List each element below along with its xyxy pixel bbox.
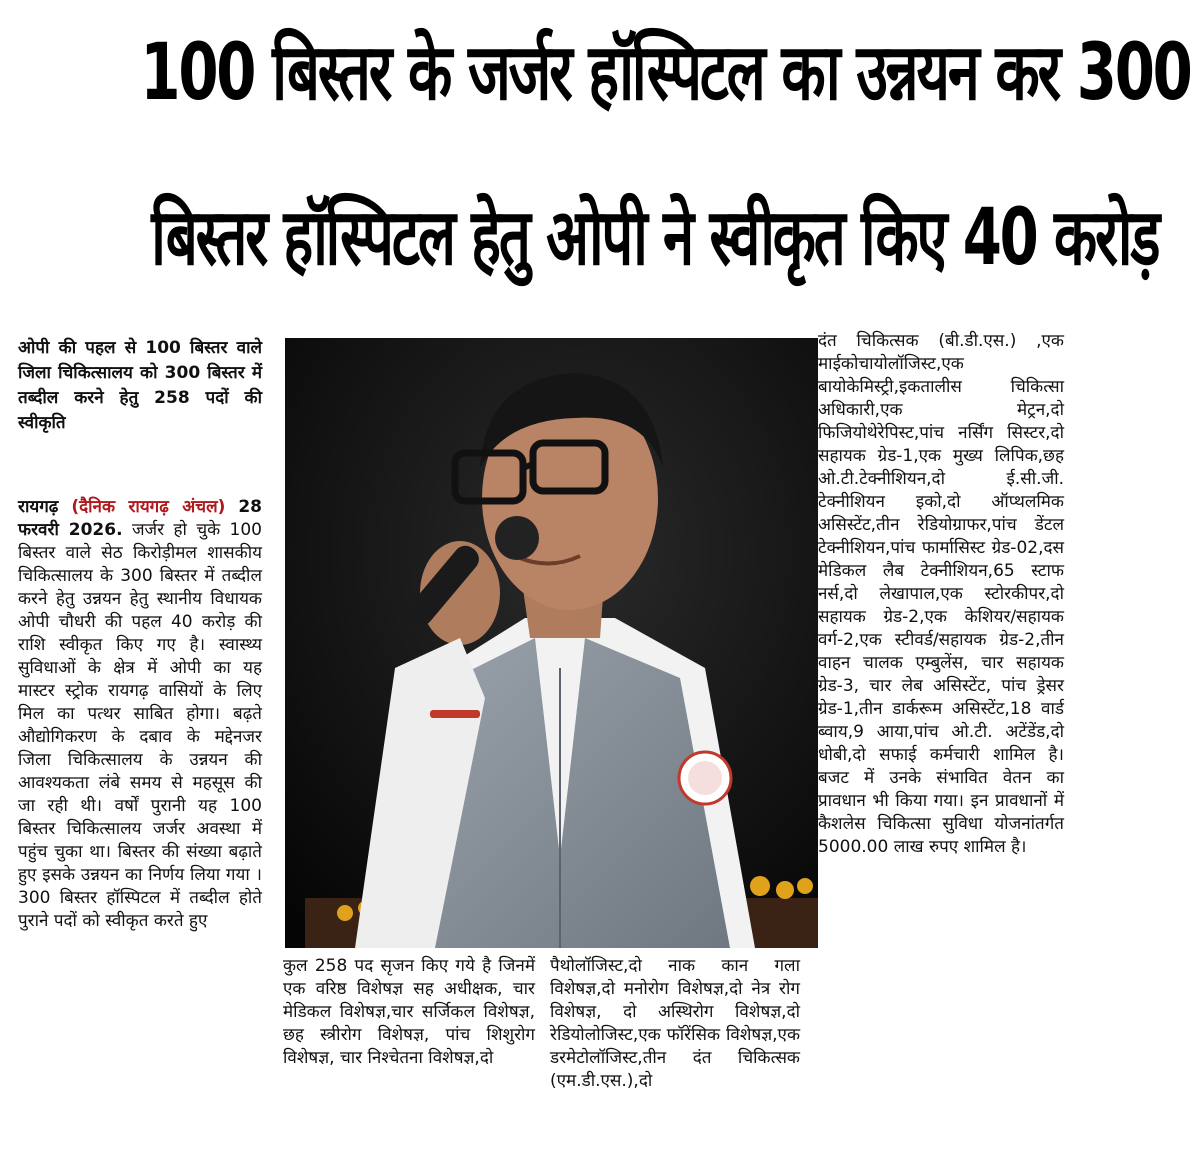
article-column-1 [18, 496, 262, 933]
speaker-photo-illustration [285, 338, 818, 948]
subheadline: ओपी की पहल से 100 बिस्तर वाले जिला चिकित्सालय को 300 बिस्तर में तब्दील करने हेतु 258 पदों की स्वीकृति [18, 338, 262, 433]
column-2-body: कुल 258 पद सृजन किए गये है जिनमें एक वरिष्ठ विशेषज्ञ सह अधीक्षक, चार मेडिकल विशेषज्ञ,चार सर्जिकल विशेषज्ञ, छह स्त्रीरोग विशेषज्ञ, पांच शिशुरोग विशेषज्ञ, चार निश्चेतना विशेषज्ञ,दो [283, 956, 535, 1068]
article-column-4 [818, 330, 1064, 859]
article-column-2 [283, 955, 535, 1070]
column-3-body: पैथोलॉजिस्ट,दो नाक कान गला विशेषज्ञ,दो मनोरोग विशेषज्ञ,दो नेत्र रोग विशेषज्ञ, दो अस्थिरोग विशेषज्ञ,दो रेडियोलोजिस्ट,एक फॉरेंसिक विशेषज्ञ,एक डरमेटोलॉजिस्ट,तीन दंत चिकित्सक (एम.डी.एस.),दो [550, 956, 800, 1091]
headline-line-1: 100 बिस्तर के जर्जर हॉस्पिटल का उन्नयन कर 300 [140, 28, 1191, 118]
article-column-3 [550, 955, 800, 1093]
column-1-body: जर्जर हो चुके 100 बिस्तर वाले सेठ किरोड़ीमल शासकीय चिकित्सालय के 300 बिस्तर में तब्दील करने हेतु उन्नयन हेतु स्थानीय विधायक ओपी चौधरी की पहल 40 करोड़ की राशि स्वीकृत किए गए है। स्वास्थ्य सुविधाओं के क्षेत्र में ओपी का यह मास्टर स्ट्रोक रायगढ़ वासियों के लिए मिल का पत्थर साबित होगा। बढ़ते औद्योगिकरण के दबाव के मद्देनजर जिला चिकित्सालय के उन्नयन की आवश्यकता लंबे समय से महसूस की जा रही थी। वर्षों पुरानी यह 100 बिस्तर चिकित्सालय जर्जर अवस्था में पहुंच चुका था। बिस्तर की संख्या बढ़ाते हुए इसके उन्नयन का निर्णय लिया गया । 300 बिस्तर हॉस्पिटल में तब्दील होते पुराने पदों को स्वीकृत करते हुए [18, 520, 263, 931]
dateline-place: रायगढ़ [18, 497, 59, 517]
dateline-date: 28 फरवरी 2026. [18, 497, 262, 540]
article-photo [285, 338, 818, 948]
column-4-body: दंत चिकित्सक (बी.डी.एस.) ,एक माईकोचायोलॉजिस्ट,एक बायोकेमिस्ट्री,इकतालीस चिकित्सा अधिकारी,एक मेट्रन,दो फिजियोथेरेपिस्ट,पांच नर्सिंग सिस्टर,दो सहायक ग्रेड-1,एक मुख्य लिपिक,छह ओ.टी.टेक्नीशियन,दो ई.सी.जी. टेक्नीशियन इको,दो ऑप्थलमिक असिस्टेंट,तीन रेडियोग्राफर,पांच डेंटल टेक्नीशियन,पांच फार्मासिस्ट ग्रेड-02,दस मेडिकल लैब टेक्नीशियन,65 स्टाफ नर्स,दो लेखापाल,एक स्टोरकीपर,दो सहायक ग्रेड-2,एक केशियर/सहायक वर्ग-2,एक स्टीवर्ड/सहायक ग्रेड-2,तीन वाहन चालक एम्बुलेंस, चार सहायक ग्रेड-3, चार लेब असिस्टेंट, पांच ड्रेसर ग्रेड-1,तीन डार्करूम असिस्टेंट,18 वार्ड ब्वाय,9 आया,पांच ओ.टी. अटेंडेंड,दो धोबी,दो सफाई कर्मचारी शामिल है। बजट में उनके संभावित वेतन का प्रावधान भी किया गया। इन प्रावधानों में कैशलेस चिकित्सा सुविधा योजनांतर्गत 5000.00 लाख रुपए शामिल है। [818, 331, 1064, 857]
dateline-source: (दैनिक रायगढ़ अंचल) [71, 497, 226, 517]
headline-line-2: बिस्तर हॉस्पिटल हेतु ओपी ने स्वीकृत किए 40 करोड़ [151, 193, 1159, 283]
